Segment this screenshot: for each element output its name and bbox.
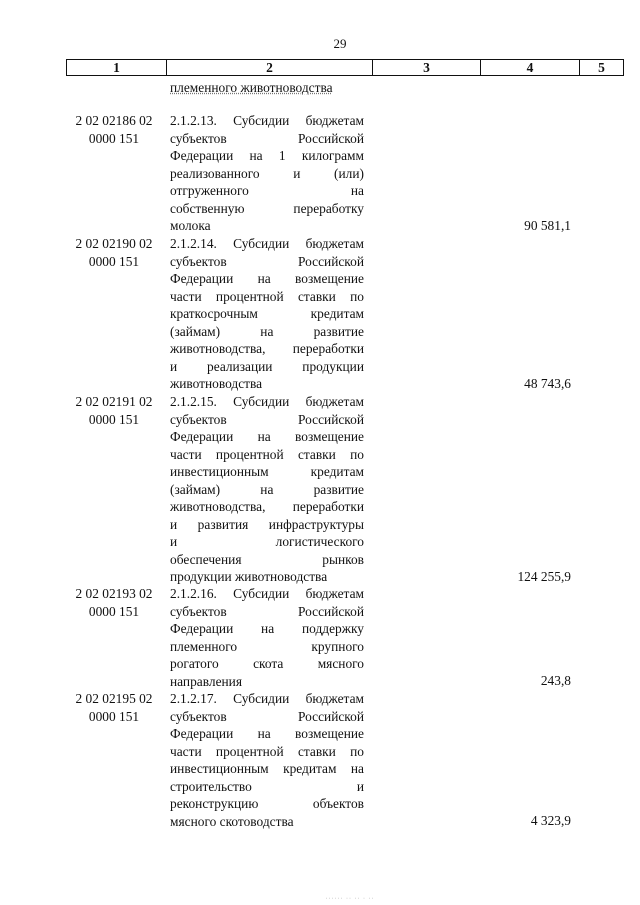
description-line: и логистического bbox=[170, 534, 364, 549]
budget-code bbox=[68, 393, 160, 428]
column-header-2: 2 bbox=[167, 60, 373, 76]
description-line: молока bbox=[170, 218, 211, 233]
description-line: инвестиционным кредитам на bbox=[170, 761, 364, 776]
column-header-1: 1 bbox=[67, 60, 167, 76]
budget-code-line: 0000 151 bbox=[88, 603, 140, 619]
row-amount: 48 743,6 bbox=[524, 376, 571, 391]
description-line: животноводства, переработки bbox=[170, 499, 364, 514]
row-description bbox=[170, 393, 364, 586]
column-header-5: 5 bbox=[580, 60, 624, 76]
description-line: обеспечения рынков bbox=[170, 551, 364, 567]
budget-code-line: 2 02 02195 02 bbox=[75, 691, 153, 706]
description-line: части процентной ставки по bbox=[170, 446, 364, 462]
description-line: 2.1.2.15. Субсидии бюджетам bbox=[170, 394, 364, 409]
description-line: субъектов Российской bbox=[170, 411, 364, 427]
description-line: и реализации продукции bbox=[170, 358, 364, 374]
description-line: отгруженного на bbox=[170, 183, 364, 198]
description-line: 2.1.2.14. Субсидии бюджетам bbox=[170, 236, 364, 251]
description-line: направления bbox=[170, 673, 243, 689]
budget-code-line: 0000 151 bbox=[88, 253, 140, 269]
footer-mark: ······ ·· ·· · ·· bbox=[325, 896, 375, 902]
row-amount: 90 581,1 bbox=[524, 218, 571, 233]
description-line: и развития инфраструктуры bbox=[170, 516, 364, 532]
budget-code-line: 2 02 02190 02 bbox=[75, 236, 153, 251]
row-description bbox=[170, 112, 364, 235]
budget-code-line: 0000 151 bbox=[88, 708, 140, 724]
column-header-3: 3 bbox=[373, 60, 481, 76]
description-line: краткосрочным кредитам bbox=[170, 306, 364, 321]
budget-code bbox=[68, 690, 160, 725]
budget-code-line: 2 02 02191 02 bbox=[75, 394, 153, 409]
description-line: животноводства, переработки bbox=[170, 341, 364, 356]
row-amount: 243,8 bbox=[540, 673, 571, 688]
description-line: Федерации на возмещение bbox=[170, 271, 364, 286]
description-line: рогатого скота мясного bbox=[170, 656, 364, 671]
description-line: субъектов Российской bbox=[170, 603, 364, 619]
description-line: животноводства bbox=[170, 376, 263, 391]
budget-code bbox=[68, 585, 160, 620]
description-line: 2.1.2.16. Субсидии бюджетам bbox=[170, 586, 364, 601]
column-header-4: 4 bbox=[481, 60, 580, 76]
page-number: 29 bbox=[333, 36, 347, 51]
continuation-text: племенного животноводства bbox=[170, 80, 333, 95]
description-line: субъектов Российской bbox=[170, 130, 364, 146]
description-line: инвестиционным кредитам bbox=[170, 464, 364, 479]
row-description bbox=[170, 690, 364, 830]
budget-code-line: 0000 151 bbox=[88, 411, 140, 427]
description-line: 2.1.2.13. Субсидии бюджетам bbox=[170, 113, 364, 128]
row-description bbox=[170, 585, 364, 690]
description-line: племенного крупного bbox=[170, 638, 364, 654]
description-line: (займам) на развитие bbox=[170, 323, 364, 339]
description-line: реализованного и (или) bbox=[170, 165, 364, 181]
description-line: Федерации на возмещение bbox=[170, 429, 364, 444]
budget-code-line: 2 02 02193 02 bbox=[75, 586, 153, 601]
description-line: продукции животноводства bbox=[170, 569, 328, 584]
description-line: мясного скотоводства bbox=[170, 813, 294, 829]
description-line: собственную переработку bbox=[170, 200, 364, 216]
description-line: части процентной ставки по bbox=[170, 288, 364, 304]
description-line: 2.1.2.17. Субсидии бюджетам bbox=[170, 691, 364, 706]
description-line: Федерации на поддержку bbox=[170, 621, 364, 636]
description-line: (займам) на развитие bbox=[170, 481, 364, 497]
description-line: субъектов Российской bbox=[170, 253, 364, 269]
budget-code bbox=[68, 112, 160, 147]
description-line: строительство и bbox=[170, 778, 364, 794]
table-header bbox=[66, 59, 624, 76]
description-line: Федерации на возмещение bbox=[170, 726, 364, 741]
row-amount: 124 255,9 bbox=[517, 569, 571, 584]
description-line: Федерации на 1 килограмм bbox=[170, 148, 364, 163]
budget-code-line: 0000 151 bbox=[88, 130, 140, 146]
budget-code bbox=[68, 235, 160, 270]
row-description bbox=[170, 235, 364, 393]
description-line: субъектов Российской bbox=[170, 708, 364, 724]
row-amount: 4 323,9 bbox=[530, 813, 571, 828]
description-line: реконструкцию объектов bbox=[170, 796, 364, 811]
description-line: части процентной ставки по bbox=[170, 743, 364, 759]
budget-code-line: 2 02 02186 02 bbox=[75, 113, 153, 128]
